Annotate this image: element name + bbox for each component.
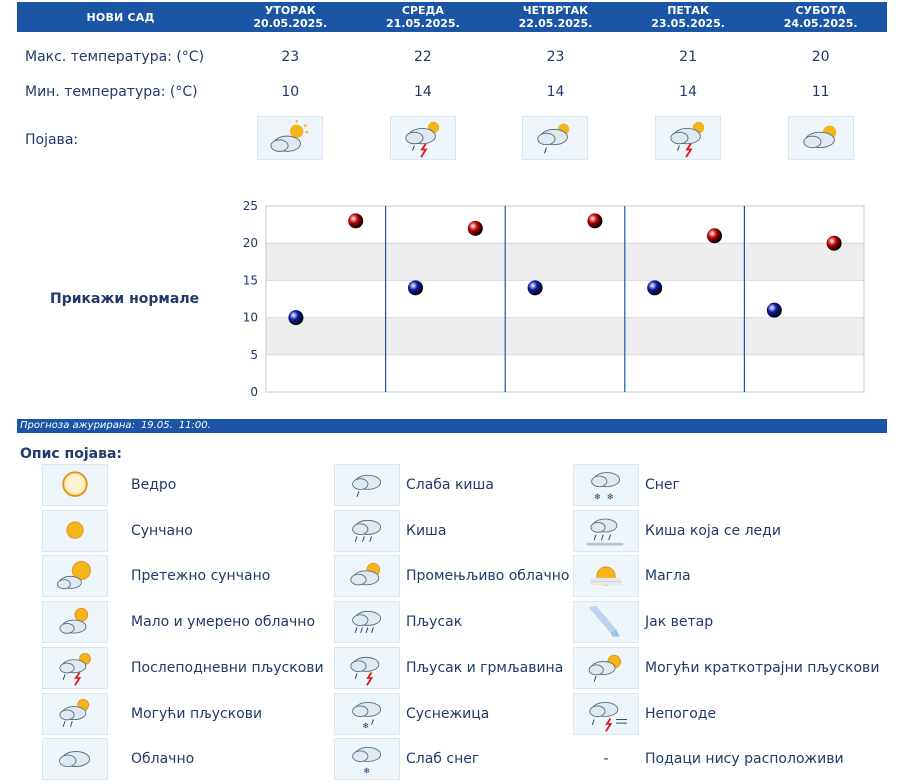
legend-label: Пљусак	[406, 614, 463, 631]
legend-label: Киша	[406, 522, 447, 539]
legend-label: Сунчано	[131, 522, 193, 539]
min-temp-point	[288, 310, 303, 325]
grid-band	[266, 355, 864, 392]
legend-item	[573, 646, 879, 690]
day-name: ПЕТАК	[667, 4, 709, 17]
phenomena-label: Појава:	[25, 132, 79, 148]
legend-label: Мало и умерено облачно	[131, 614, 316, 631]
light-rain-icon	[334, 464, 400, 506]
min-temp-value: 14	[413, 84, 432, 100]
legend-label: Подаци нису расположиви	[645, 751, 844, 768]
day-date: 24.05.2025.	[783, 17, 858, 30]
legend-item	[334, 554, 569, 598]
svg-text:❄: ❄	[606, 491, 614, 502]
afternoon-showers-icon	[655, 116, 721, 160]
legend-label: Слаб снег	[406, 751, 480, 768]
phenomena-row	[17, 117, 887, 163]
max-temp-point	[587, 213, 602, 228]
dash-icon: -	[603, 751, 609, 768]
max-temp-row	[17, 46, 887, 68]
storm-icon	[573, 693, 639, 735]
legend-label: Облачно	[131, 751, 195, 768]
min-temp-value: 14	[679, 84, 697, 100]
legend-item	[573, 600, 713, 644]
y-tick-label: 5	[250, 347, 258, 362]
legend-item	[334, 509, 446, 553]
legend-label: Суснежица	[406, 705, 490, 722]
legend-label: Могући краткотрајни пљускови	[645, 659, 880, 676]
mostly-sunny-icon	[42, 555, 108, 597]
legend-label: Снег	[645, 477, 680, 493]
y-tick-label: 0	[250, 385, 258, 399]
city-name: НОВИ САД	[86, 10, 155, 24]
forecast-updated-bar	[17, 419, 887, 433]
min-temp-point	[647, 280, 662, 295]
legend-label: Непогоде	[645, 705, 717, 722]
max-temp-point	[707, 228, 722, 243]
max-temp-value: 20	[811, 49, 830, 65]
legend-label: Могући пљускови	[131, 705, 263, 722]
min-temp-value: 11	[811, 84, 830, 100]
min-temp-row	[17, 81, 887, 103]
short-showers-icon	[573, 647, 639, 689]
legend-item	[42, 600, 315, 644]
legend-grid	[42, 463, 892, 781]
thunderstorm-icon	[334, 647, 400, 689]
max-temp-value: 21	[679, 49, 697, 65]
day-date: 23.05.2025.	[651, 17, 725, 30]
svg-text:❄: ❄	[362, 720, 370, 731]
max-temp-label: Макс. температура: (°C)	[25, 49, 205, 65]
day-header-1	[224, 2, 357, 32]
min-temp-value: 10	[281, 84, 300, 100]
max-temp-value: 23	[281, 49, 300, 65]
clear-icon	[42, 464, 108, 506]
updated-time: 11:00.	[178, 420, 211, 431]
sleet-icon	[334, 693, 400, 735]
min-temp-point	[408, 280, 423, 295]
shower-icon	[334, 601, 400, 643]
day-date: 21.05.2025.	[386, 17, 460, 30]
legend-label: Послеподневни пљускови	[131, 659, 324, 676]
legend-item	[573, 463, 680, 507]
legend-label: Промењљиво облачно	[406, 568, 570, 585]
day-date: 20.05.2025.	[253, 17, 328, 30]
temperature-chart-svg	[232, 196, 872, 406]
legend-label: Претежно сунчано	[131, 568, 271, 585]
legend-item	[42, 737, 194, 781]
variable-cloudy-icon	[788, 116, 854, 160]
legend-label: Слаба киша	[406, 477, 494, 493]
variable-cloudy-icon	[334, 555, 400, 597]
legend-item	[42, 509, 193, 553]
grid-band	[266, 318, 864, 355]
temperature-chart	[232, 196, 872, 406]
legend-label: Јак ветар	[645, 614, 714, 631]
max-temp-value: 22	[413, 49, 432, 65]
legend-item	[334, 463, 494, 507]
legend-item	[573, 509, 781, 553]
min-temp-point	[528, 280, 543, 295]
afternoon-showers-icon	[42, 647, 108, 689]
max-temp-point	[827, 236, 842, 251]
legend-item	[42, 554, 270, 598]
y-tick-label: 10	[242, 310, 258, 325]
show-normals-link[interactable]: Прикажи нормале	[50, 291, 200, 307]
possible-showers-icon	[42, 693, 108, 735]
thunderstorm-icon	[390, 116, 456, 160]
freezing-rain-icon	[573, 510, 639, 552]
min-temp-label: Мин. температура: (°C)	[25, 84, 198, 100]
legend-item	[334, 646, 563, 690]
legend-item	[334, 737, 479, 781]
snow-icon	[573, 464, 639, 506]
day-name: УТОРАК	[264, 4, 316, 17]
min-temp-point	[767, 303, 782, 318]
max-temp-point	[468, 221, 483, 236]
day-header-5	[754, 2, 887, 32]
legend-label: Пљусак и грмљавина	[406, 659, 564, 676]
partly-cloudy-icon	[42, 601, 108, 643]
legend-item	[573, 554, 691, 598]
light-snow-icon	[334, 738, 400, 780]
legend-title: Опис појава:	[20, 446, 122, 462]
fog-icon	[573, 555, 639, 597]
day-name: ЧЕТВРТАК	[522, 4, 589, 17]
sunny-icon	[42, 510, 108, 552]
legend-label: Магла	[645, 568, 691, 585]
updated-date: 19.05.	[140, 420, 173, 431]
light-rain-icon	[522, 116, 588, 160]
day-name: СРЕДА	[401, 4, 444, 17]
day-name: СУБОТА	[795, 4, 846, 17]
legend-label: Ведро	[131, 477, 177, 493]
svg-text:❄: ❄	[594, 491, 602, 502]
strong-wind-icon	[573, 601, 639, 643]
legend-item	[573, 692, 716, 736]
rain-icon	[334, 510, 400, 552]
cloudy-icon	[42, 738, 108, 780]
day-date: 22.05.2025.	[518, 17, 593, 30]
day-header-3	[489, 2, 622, 32]
max-temp-point	[348, 213, 363, 228]
y-tick-label: 25	[242, 199, 258, 213]
forecast-header	[17, 2, 887, 32]
min-temp-value: 14	[546, 84, 565, 100]
partly-cloudy-icon	[257, 116, 323, 160]
legend-item	[42, 646, 324, 690]
updated-label: Прогноза ажурирана:	[20, 420, 135, 431]
y-tick-label: 20	[242, 236, 258, 251]
legend-label: Киша која се леди	[645, 522, 781, 539]
legend-item	[42, 692, 262, 736]
max-temp-value: 23	[546, 49, 565, 65]
grid-band	[266, 243, 864, 280]
legend-item	[42, 463, 176, 507]
svg-text:❄: ❄	[363, 765, 371, 776]
day-header-4	[622, 2, 755, 32]
legend-item	[573, 737, 844, 781]
day-header-2	[357, 2, 490, 32]
legend-item	[334, 692, 489, 736]
legend-item	[334, 600, 462, 644]
y-tick-label: 15	[242, 273, 258, 288]
